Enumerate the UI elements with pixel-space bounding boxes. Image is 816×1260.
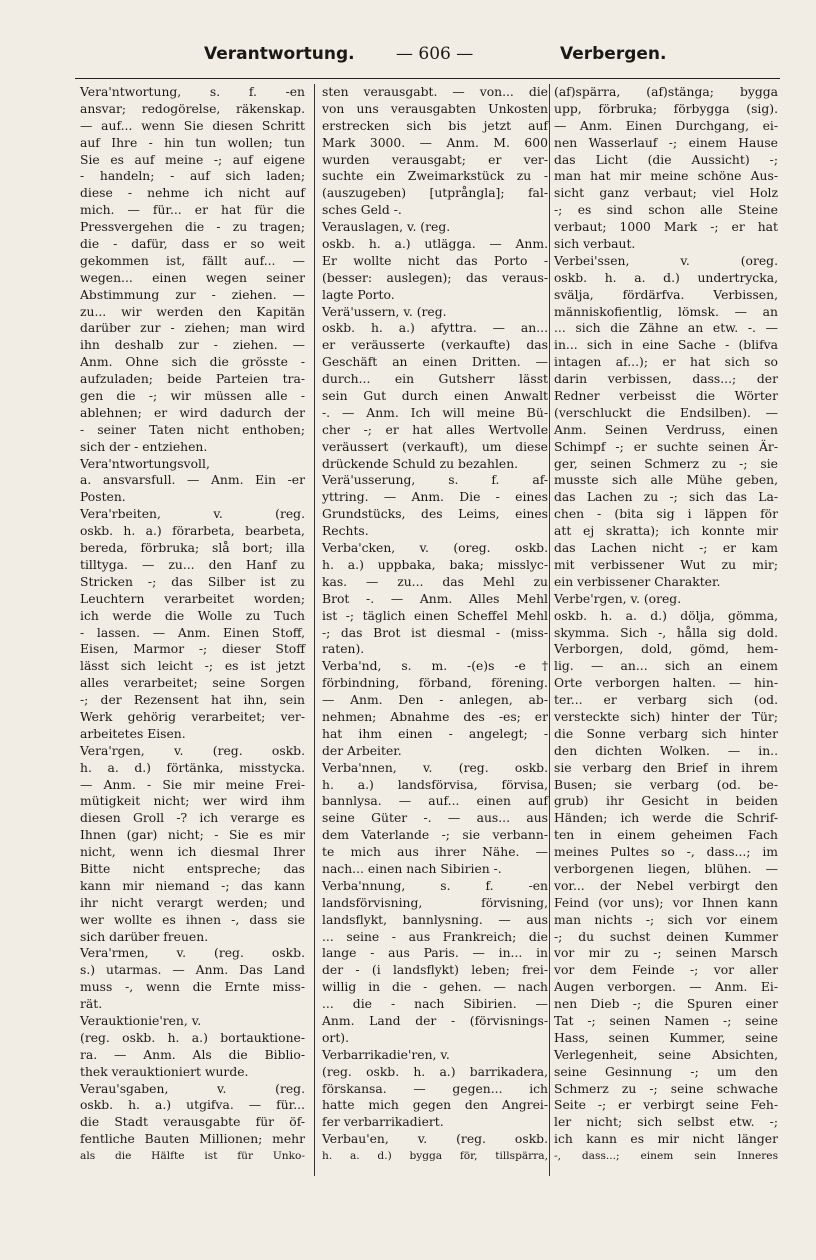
text-line: sein Gut durch einen Anwalt	[322, 389, 548, 404]
text-line: zu... wir werden den Kapitän	[80, 304, 305, 319]
text-line: ler nicht; sich selbst etw. -;	[554, 1115, 778, 1130]
text-line: versteckte sich) hinter der Tür;	[554, 709, 778, 724]
text-line: — auf... wenn Sie diesen Schritt	[80, 118, 305, 133]
text-line: ist -; täglich einen Scheffel Mehl	[322, 608, 548, 623]
text-line: ich kann es mir nicht länger	[554, 1132, 778, 1147]
text-line: Anm. Seinen Verdruss, einen	[554, 422, 778, 437]
text-line: wegen... einen wegen seiner	[80, 270, 305, 285]
text-line: sich der - entziehen.	[80, 439, 208, 454]
text-line: die - dafür, dass er so weit	[80, 237, 305, 252]
text-line: Verborgen, dold, gömd, hem-	[554, 642, 778, 657]
text-line: ra. — Anm. Als die Biblio-	[80, 1047, 305, 1062]
text-line: tilltyga. — zu... den Hanf zu	[80, 557, 305, 572]
text-line: ten in einem geheimen Fach	[554, 828, 778, 843]
text-line: Verlegenheit, seine Absichten,	[554, 1047, 778, 1062]
text-line: a. ansvarsfull. — Anm. Ein -er	[80, 473, 305, 488]
text-line: grub) ihr Gesicht in beiden	[554, 794, 778, 809]
text-line: Orte verborgen halten. — hin-	[554, 676, 778, 691]
text-line: seine Güter -. — aus... aus	[322, 811, 548, 826]
text-line: ihr nicht verargt werden; und	[80, 895, 305, 910]
text-line: oskb. h. a. d.) undertrycka,	[554, 270, 778, 285]
text-line: dem Vaterlande -; sie verbann-	[322, 828, 548, 843]
text-line: -; du suchst deinen Kummer	[554, 929, 778, 944]
text-line: Stricken -; das Silber ist zu	[80, 574, 305, 589]
text-line: man nichts -; sich vor einem	[554, 912, 778, 927]
text-line: sich verbaut.	[554, 237, 636, 252]
text-line: nach... einen nach Sibirien -.	[322, 861, 502, 876]
text-line: darin verbissen, dass...; der	[554, 372, 778, 387]
text-line: in... sich in eine Sache - (blifva	[554, 338, 778, 353]
text-line: oskb. h. a.) utlägga. — Anm.	[322, 237, 548, 252]
text-line: das Lachen nicht -; er kam	[554, 541, 778, 556]
text-line: oskb. h. a.) förarbeta, bearbeta,	[80, 524, 305, 539]
text-line: Verauslagen, v. (reg.	[322, 220, 451, 235]
text-line: den dichten Wolken. — in..	[554, 743, 778, 758]
text-line: -; es sind schon alle Steine	[554, 203, 778, 218]
header-left-guideword: Verantwortung.	[204, 44, 355, 64]
text-line: att ej skratta); ich konnte mir	[554, 524, 778, 539]
text-line: h. a. d.) bygga för, tillspärra,	[322, 1150, 548, 1163]
text-line: Hass, seinen Kummer, seine	[554, 1030, 778, 1045]
column-middle	[322, 84, 548, 1165]
text-line: thek verauktioniert wurde.	[80, 1064, 249, 1079]
text-line: gekommen ist, fällt auf... —	[80, 253, 305, 268]
text-line: Grundstücks, des Leims, eines	[322, 507, 548, 522]
text-line: Er wollte nicht das Porto -	[322, 253, 548, 268]
text-line: seine Gesinnung -; um den	[554, 1064, 778, 1079]
text-line: sicht ganz verbaut; viel Holz	[554, 186, 778, 201]
text-line: bereda, förbruka; slå bort; illa	[80, 541, 305, 556]
text-line: (reg. oskb. h. a.) bortauktione-	[80, 1030, 305, 1045]
text-line: sich darüber freuen.	[80, 929, 209, 944]
text-line: Posten.	[80, 490, 126, 505]
text-line: nehmen; Abnahme des -es; er	[322, 709, 548, 724]
text-line: die Stadt verausgabte für öf-	[80, 1115, 305, 1130]
text-line: ter... er verbarg sich (od.	[554, 693, 778, 708]
text-line: sie verbarg den Brief in ihrem	[554, 760, 778, 775]
text-line: auf Ihre - hin tun wollen; tun	[80, 135, 305, 150]
text-line: Busen; sie verbarg (od. be-	[554, 777, 778, 792]
text-line: hatte mich gegen den Angrei-	[322, 1098, 548, 1113]
text-line: — Anm. Den - anlegen, ab-	[322, 693, 548, 708]
text-line: (af)spärra, (af)stänga; bygga	[554, 85, 778, 99]
header-right-guideword: Verbergen.	[560, 44, 667, 64]
text-line: Geschäft an einen Dritten. —	[322, 355, 548, 370]
text-line: Feind (vor uns); vor Ihnen kann	[554, 895, 778, 910]
text-line: (reg. oskb. h. a.) barrikadera,	[322, 1064, 548, 1079]
text-line: Verbarrikadie'ren, v.	[322, 1047, 450, 1062]
running-header	[72, 38, 778, 72]
text-line: Brot -. — Anm. Alles Mehl	[322, 591, 548, 606]
text-line: Verä'usserung, s. f. af-	[322, 473, 548, 488]
text-line: Verbau'en, v. (reg. oskb.	[322, 1132, 548, 1147]
text-line: nen Dieb -; die Spuren einer	[554, 997, 778, 1012]
text-line: lig. — an... sich an einem	[554, 659, 778, 674]
text-line: Vera'rgen, v. (reg. oskb.	[80, 743, 305, 758]
text-line: - seiner Taten nicht enthoben;	[80, 422, 305, 437]
text-line: kas. — zu... das Mehl zu	[322, 574, 548, 589]
text-line: der - (i landsflykt) leben; frei-	[322, 963, 548, 978]
text-line: — Anm. - Sie mir meine Frei-	[80, 777, 305, 792]
text-line: h. a. d.) förtänka, misstycka.	[80, 760, 305, 775]
text-line: suchte ein Zweimarkstück zu -	[322, 169, 548, 184]
text-line: gen die -; wir müssen alle -	[80, 389, 305, 404]
text-line: durch... ein Gutsherr lässt	[322, 372, 548, 387]
text-line: nen Wasserlauf -; einem Hause	[554, 135, 778, 150]
text-line: sten verausgabt. — von... die	[322, 85, 548, 99]
text-line: er veräusserte (verkaufte) das	[322, 338, 548, 353]
text-line: Vera'ntwortungsvoll,	[80, 456, 210, 471]
column-left	[80, 84, 305, 1165]
text-line: erstrecken sich bis jetzt auf	[322, 118, 548, 133]
text-line: (verschluckt die Endsilben). —	[554, 405, 778, 420]
text-line: Augen verborgen. — Anm. Ei-	[554, 980, 778, 995]
text-line: Verbe'rgen, v. (oreg.	[554, 591, 682, 606]
text-line: fer verbarrikadiert.	[322, 1115, 444, 1130]
text-line: hat ihm einen - angelegt; -	[322, 726, 548, 741]
text-line: Verba'nnung, s. f. -en	[322, 878, 548, 893]
text-line: Mark 3000. — Anm. M. 600	[322, 135, 548, 150]
text-line: fentliche Bauten Millionen; mehr	[80, 1132, 305, 1147]
text-line: lässt sich leicht -; es ist jetzt	[80, 659, 305, 674]
text-line: -, dass...; einem sein Inneres	[554, 1150, 778, 1163]
text-line: diese - nehme ich nicht auf	[80, 186, 305, 201]
text-line: alles verarbeitet; seine Sorgen	[80, 676, 305, 691]
text-line: rät.	[80, 997, 103, 1012]
column-divider-2	[549, 84, 550, 1176]
text-line: yttring. — Anm. Die - eines	[322, 490, 548, 505]
text-line: vor mir zu -; seinen Marsch	[554, 946, 778, 961]
text-line: Schmerz zu -; seine schwache	[554, 1081, 778, 1096]
text-line: svälja, fördärfva. Verbissen,	[554, 287, 778, 302]
text-line: Tat -; seinen Namen -; seine	[554, 1013, 778, 1028]
text-line: Verä'ussern, v. (reg.	[322, 304, 447, 319]
text-line: h. a.) landsförvisa, förvisa,	[322, 777, 548, 792]
text-line: Werk gehörig verarbeitet; ver-	[80, 709, 305, 724]
text-line: mich. — für... er hat für die	[80, 203, 305, 218]
text-line: ihn deshalb zur - ziehen. —	[80, 338, 305, 353]
text-line: -; das Brot ist diesmal - (miss-	[322, 625, 548, 640]
text-line: als die Hälfte ist für Unko-	[80, 1150, 305, 1163]
text-line: landsflykt, bannlysning. — aus	[322, 912, 548, 927]
text-line: — Anm. Einen Durchgang, ei-	[554, 118, 778, 133]
text-line: Rechts.	[322, 524, 369, 539]
text-line: ich werde die Wolle zu Tuch	[80, 608, 305, 623]
text-line: Vera'rmen, v. (reg. oskb.	[80, 946, 305, 961]
text-line: Verba'cken, v. (oreg. oskb.	[322, 541, 548, 556]
text-line: der Arbeiter.	[322, 743, 402, 758]
text-line: meines Pultes so -, dass...; im	[554, 845, 778, 860]
text-line: Leuchtern verarbeitet worden;	[80, 591, 305, 606]
text-line: Vera'rbeiten, v. (reg.	[80, 507, 305, 522]
text-line: mit verbissener Wut zu mir;	[554, 557, 778, 572]
text-line: Pressvergehen die - zu tragen;	[80, 220, 305, 235]
text-line: - handeln; - auf sich laden;	[80, 169, 305, 184]
text-line: chen - (bita sig i läppen för	[554, 507, 778, 522]
text-line: -; der Rezensent hat ihn, sein	[80, 693, 305, 708]
text-line: die Sonne verbarg sich hinter	[554, 726, 778, 741]
column-right	[554, 84, 778, 1165]
text-line: willig in die - gehen. — nach	[322, 980, 548, 995]
text-line: Seite -; er verbirgt seine Feh-	[554, 1098, 778, 1113]
text-line: Anm. Ohne sich die grösste -	[80, 355, 305, 370]
text-line: diesen Groll -? ich verarge es	[80, 811, 305, 826]
text-line: aufzuladen; beide Parteien tra-	[80, 372, 305, 387]
text-line: te mich aus ihrer Nähe. —	[322, 845, 548, 860]
text-line: (besser: auslegen); das veraus-	[322, 270, 548, 285]
text-line: Verba'nd, s. m. -(e)s -e†	[322, 659, 548, 674]
text-line: upp, förbruka; förbygga (sig).	[554, 101, 778, 116]
text-line: oskb. h. a.) utgifva. — für...	[80, 1098, 305, 1113]
text-line: Sie es auf meine -; auf eigene	[80, 152, 305, 167]
text-line: mütigkeit nicht; wer wird ihm	[80, 794, 305, 809]
text-line: lange - aus Paris. — in... in	[322, 946, 548, 961]
text-line: vor... der Nebel verbirgt den	[554, 878, 778, 893]
text-line: von uns verausgabten Unkosten	[322, 101, 548, 116]
text-line: ... die - nach Sibirien. —	[322, 997, 548, 1012]
text-line: verbaut; 1000 Mark -; er hat	[554, 220, 778, 235]
text-line: raten).	[322, 642, 365, 657]
text-line: darüber zur - ziehen; man wird	[80, 321, 305, 336]
text-line: ger, seinen Schmerz zu -; sie	[554, 456, 778, 471]
header-rule	[75, 78, 780, 79]
text-line: förbindning, förband, förening.	[322, 676, 548, 691]
text-line: ort).	[322, 1030, 350, 1045]
text-line: bannlysa. — auf... einen auf	[322, 794, 548, 809]
text-line: cher -; er hat alles Wertvolle	[322, 422, 548, 437]
text-line: ... seine - aus Frankreich; die	[322, 929, 548, 944]
text-line: Vera'ntwortung, s. f. -en	[80, 85, 305, 99]
text-line: förskansa. — gegen... ich	[322, 1081, 548, 1096]
text-line: drückende Schuld zu bezahlen.	[322, 456, 519, 471]
text-line: Händen; ich werde die Schrif-	[554, 811, 778, 826]
text-line: das Licht (die Aussicht) -;	[554, 152, 778, 167]
text-line: verborgenen liegen, blühen. —	[554, 861, 778, 876]
text-line: muss -, wenn die Ernte miss-	[80, 980, 305, 995]
text-line: ansvar; redogörelse, räkenskap.	[80, 101, 305, 116]
text-line: människofientlig, lömsk. — an	[554, 304, 778, 319]
page-number: — 606 —	[396, 44, 474, 64]
text-line: vor dem Feinde -; vor aller	[554, 963, 778, 978]
text-line: das Lachen zu -; sich das La-	[554, 490, 778, 505]
text-line: Redner verbeisst die Wörter	[554, 389, 778, 404]
text-line: oskb. h. a. d.) dölja, gömma,	[554, 608, 778, 623]
text-line: ... sich die Zähne an etw. -. —	[554, 321, 778, 336]
text-line: -. — Anm. Ich will meine Bü-	[322, 405, 548, 420]
text-line: Verauktionie'ren, v.	[80, 1013, 202, 1028]
text-line: kann mir niemand -; das kann	[80, 878, 305, 893]
text-line: - lassen. — Anm. Einen Stoff,	[80, 625, 305, 640]
text-line: ablehnen; er wird dadurch der	[80, 405, 305, 420]
text-line: musste sich alle Mühe geben,	[554, 473, 778, 488]
text-line: Bitte nicht entspreche; das	[80, 861, 305, 876]
text-line: s.) utarmas. — Anm. Das Land	[80, 963, 305, 978]
text-line: (auszugeben) [utprångla]; fal-	[322, 186, 548, 201]
text-line: arbeitetes Eisen.	[80, 726, 186, 741]
text-line: Schimpf -; er suchte seinen Är-	[554, 439, 778, 454]
text-line: Verba'nnen, v. (reg. oskb.	[322, 760, 548, 775]
text-line: wer wollte es ihnen -, dass sie	[80, 912, 305, 927]
text-line: landsförvisning, förvisning,	[322, 895, 548, 910]
text-line: ein verbissener Charakter.	[554, 574, 721, 589]
text-line: nicht, wenn ich diesmal Ihrer	[80, 845, 305, 860]
text-line: skymma. Sich -, hålla sig dold.	[554, 625, 778, 640]
text-line: veräussert (verkauft), um diese	[322, 439, 548, 454]
column-divider-1	[314, 84, 315, 1176]
text-line: Ihnen (gar) nicht; - Sie es mir	[80, 828, 305, 843]
text-line: h. a.) uppbaka, baka; misslyc-	[322, 557, 548, 572]
text-line: oskb. h. a.) afyttra. — an...	[322, 321, 548, 336]
text-line: man hat mir meine schöne Aus-	[554, 169, 778, 184]
text-line: Eisen, Marmor -; dieser Stoff	[80, 642, 305, 657]
text-line: Abstimmung zur - ziehen. —	[80, 287, 305, 302]
text-line: lagte Porto.	[322, 287, 395, 302]
text-line: Anm. Land der - (förvisnings-	[322, 1013, 548, 1028]
text-line: wurden verausgabt; er ver-	[322, 152, 548, 167]
text-line: Verbei'ssen, v. (oreg.	[554, 253, 778, 268]
text-line: intagen af...); er hat sich so	[554, 355, 778, 370]
text-line: Verau'sgaben, v. (reg.	[80, 1081, 305, 1096]
text-line: sches Geld -.	[322, 203, 402, 218]
